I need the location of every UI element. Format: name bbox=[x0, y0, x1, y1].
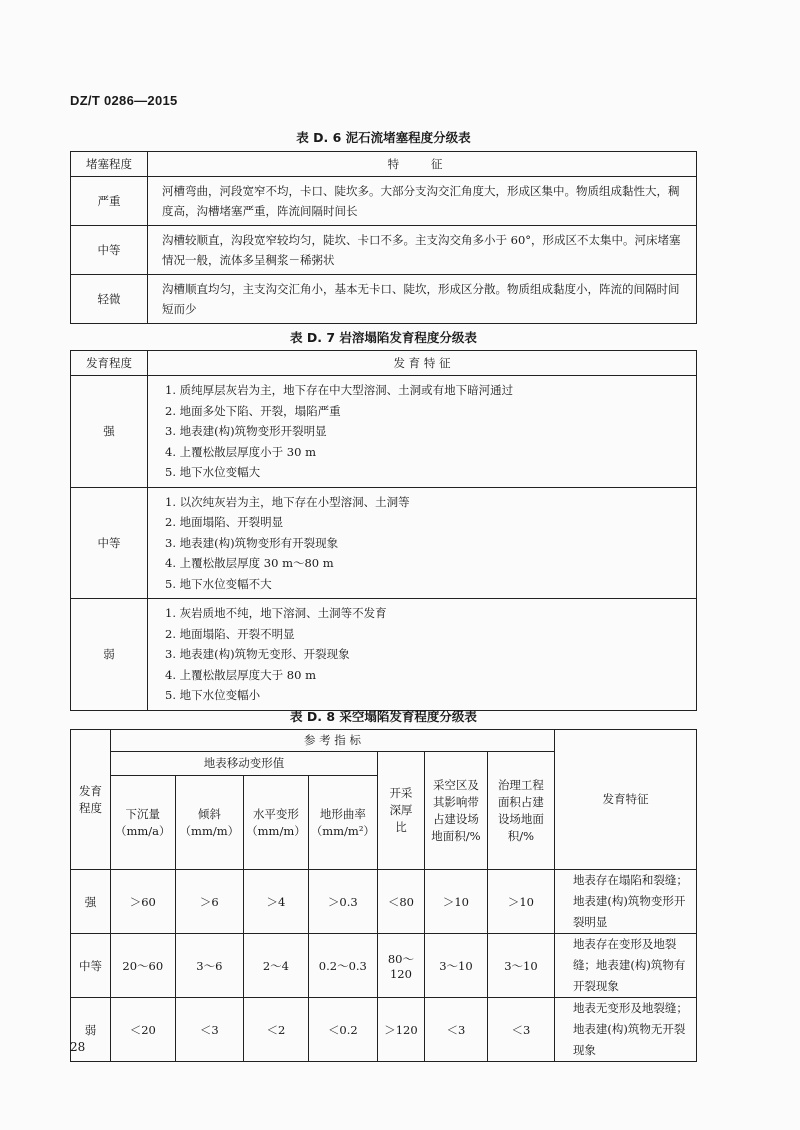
value-cell: ＜3 bbox=[175, 998, 244, 1062]
table-row bbox=[71, 487, 697, 599]
feature-item: 3. 地表建(构)筑物无变形、开裂现象 bbox=[165, 647, 350, 661]
table-row bbox=[71, 998, 697, 1062]
feature-item: 4. 上覆松散层厚度大于 80 m bbox=[165, 667, 316, 682]
col-header-horizontal-deformation: 水平变形（mm/m） bbox=[244, 776, 309, 870]
level-cell: 弱 bbox=[71, 599, 148, 711]
feature-item: 1. 以次纯灰岩为主，地下存在小型溶洞、土洞等 bbox=[165, 494, 410, 509]
feature-cell: 沟槽较顺直，沟段宽窄较均匀，陡坎、卡口不多。主支沟交角多小于 60°，形成区不太集中。河床堵塞情况一般，流体多呈稠浆－稀粥状 bbox=[148, 226, 697, 275]
feature-cell: 地表无变形及地裂缝；地表建(构)筑物无开裂现象 bbox=[554, 998, 696, 1062]
feature-list bbox=[148, 487, 697, 599]
value-cell: ＜2 bbox=[244, 998, 309, 1062]
col-header-goaf-area: 采空区及其影响带占建设场地面积/% bbox=[424, 752, 487, 870]
table-d8 bbox=[70, 729, 697, 1062]
table-d6 bbox=[70, 151, 697, 324]
value-cell: ＞4 bbox=[244, 870, 309, 934]
feature-cell: 地表存在塌陷和裂缝；地表建(构)筑物变形开裂明显 bbox=[554, 870, 696, 934]
value-cell: ＜3 bbox=[487, 998, 554, 1062]
value-cell: ＞120 bbox=[377, 998, 424, 1062]
value-cell: 3～10 bbox=[487, 934, 554, 998]
table-d7 bbox=[70, 350, 697, 711]
col-header-feature: 发 育 特 征 bbox=[148, 351, 697, 376]
standard-code-header: DZ/T 0286—2015 bbox=[70, 93, 178, 108]
value-cell: ＞10 bbox=[424, 870, 487, 934]
feature-cell: 沟槽顺直均匀，主支沟交汇角小，基本无卡口、陡坎，形成区分散。物质组成黏度小，阵流的间隔时间短而少 bbox=[148, 275, 697, 324]
table-row bbox=[71, 870, 697, 934]
col-header-feature: 特 征 bbox=[148, 152, 697, 177]
table-row bbox=[71, 376, 697, 488]
col-header-tilt: 倾斜（mm/m） bbox=[175, 776, 244, 870]
col-header-depth-ratio: 开采深厚比 bbox=[377, 752, 424, 870]
group-header-surface: 地表移动变形值 bbox=[111, 752, 378, 776]
feature-cell: 地表存在变形及地裂缝；地表建(构)筑物有开裂现象 bbox=[554, 934, 696, 998]
col-header-feature: 发育特征 bbox=[554, 730, 696, 870]
col-header-curvature: 地形曲率（mm/m²） bbox=[308, 776, 377, 870]
group-header-reference: 参 考 指 标 bbox=[111, 730, 555, 752]
feature-item: 1. 灰岩质地不纯，地下溶洞、土洞等不发育 bbox=[165, 606, 387, 620]
feature-list bbox=[148, 376, 697, 488]
feature-item: 2. 地面塌陷、开裂明显 bbox=[165, 515, 284, 529]
value-cell: 3～6 bbox=[175, 934, 244, 998]
table-d6-caption: 表 D. 6 泥石流堵塞程度分级表 bbox=[296, 130, 471, 145]
value-cell: ＞60 bbox=[111, 870, 176, 934]
feature-item: 4. 上覆松散层厚度 30 m～80 m bbox=[165, 556, 334, 570]
feature-item: 5. 地下水位变幅小 bbox=[165, 688, 261, 702]
feature-item: 3. 地表建(构)筑物变形有开裂现象 bbox=[165, 535, 339, 550]
feature-item: 5. 地下水位变幅不大 bbox=[165, 576, 272, 591]
value-cell: ＜20 bbox=[111, 998, 176, 1062]
page-number: 28 bbox=[70, 1040, 86, 1054]
feature-item: 2. 地面塌陷、开裂不明显 bbox=[165, 626, 295, 641]
col-header-subsidence: 下沉量（mm/a） bbox=[111, 776, 176, 870]
value-cell: ＞10 bbox=[487, 870, 554, 934]
table-row bbox=[71, 226, 697, 275]
level-cell: 强 bbox=[71, 870, 111, 934]
level-cell: 弱 bbox=[71, 998, 111, 1062]
value-cell: 3～10 bbox=[424, 934, 487, 998]
level-cell: 严重 bbox=[71, 177, 148, 226]
table-d8-caption: 表 D. 8 采空塌陷发育程度分级表 bbox=[290, 709, 477, 724]
value-cell: ＞0.3 bbox=[308, 870, 377, 934]
table-d7-caption: 表 D. 7 岩溶塌陷发育程度分级表 bbox=[290, 330, 477, 345]
level-cell: 强 bbox=[71, 376, 148, 488]
value-cell: ＜0.2 bbox=[308, 998, 377, 1062]
feature-item: 5. 地下水位变幅大 bbox=[165, 465, 261, 479]
table-row bbox=[71, 934, 697, 998]
feature-item: 3. 地表建(构)筑物变形开裂明显 bbox=[165, 424, 327, 438]
value-cell: ＜80 bbox=[377, 870, 424, 934]
value-cell: 2～4 bbox=[244, 934, 309, 998]
col-header-level: 堵塞程度 bbox=[71, 152, 148, 177]
level-cell: 中等 bbox=[71, 226, 148, 275]
feature-item: 2. 地面多处下陷、开裂，塌陷严重 bbox=[165, 403, 341, 418]
feature-item: 1. 质纯厚层灰岩为主，地下存在中大型溶洞、土洞或有地下暗河通过 bbox=[165, 383, 514, 397]
table-row bbox=[71, 599, 697, 711]
value-cell: 20～60 bbox=[111, 934, 176, 998]
feature-list bbox=[148, 599, 697, 711]
table-row bbox=[71, 177, 697, 226]
feature-item: 4. 上覆松散层厚度小于 30 m bbox=[165, 444, 316, 459]
col-header-level: 发育程度 bbox=[71, 730, 111, 870]
col-header-level: 发育程度 bbox=[71, 351, 148, 376]
level-cell: 中等 bbox=[71, 934, 111, 998]
level-cell: 中等 bbox=[71, 487, 148, 599]
col-header-treatment-area: 治理工程面积占建设场地面积/% bbox=[487, 752, 554, 870]
level-cell: 轻微 bbox=[71, 275, 148, 324]
value-cell: ＜3 bbox=[424, 998, 487, 1062]
value-cell: ＞6 bbox=[175, 870, 244, 934]
value-cell: 0.2～0.3 bbox=[308, 934, 377, 998]
feature-cell: 河槽弯曲，河段宽窄不均，卡口、陡坎多。大部分支沟交汇角度大，形成区集中。物质组成黏性大，稠度高，沟槽堵塞严重，阵流间隔时间长 bbox=[148, 177, 697, 226]
table-row bbox=[71, 275, 697, 324]
value-cell: 80～120 bbox=[377, 934, 424, 998]
